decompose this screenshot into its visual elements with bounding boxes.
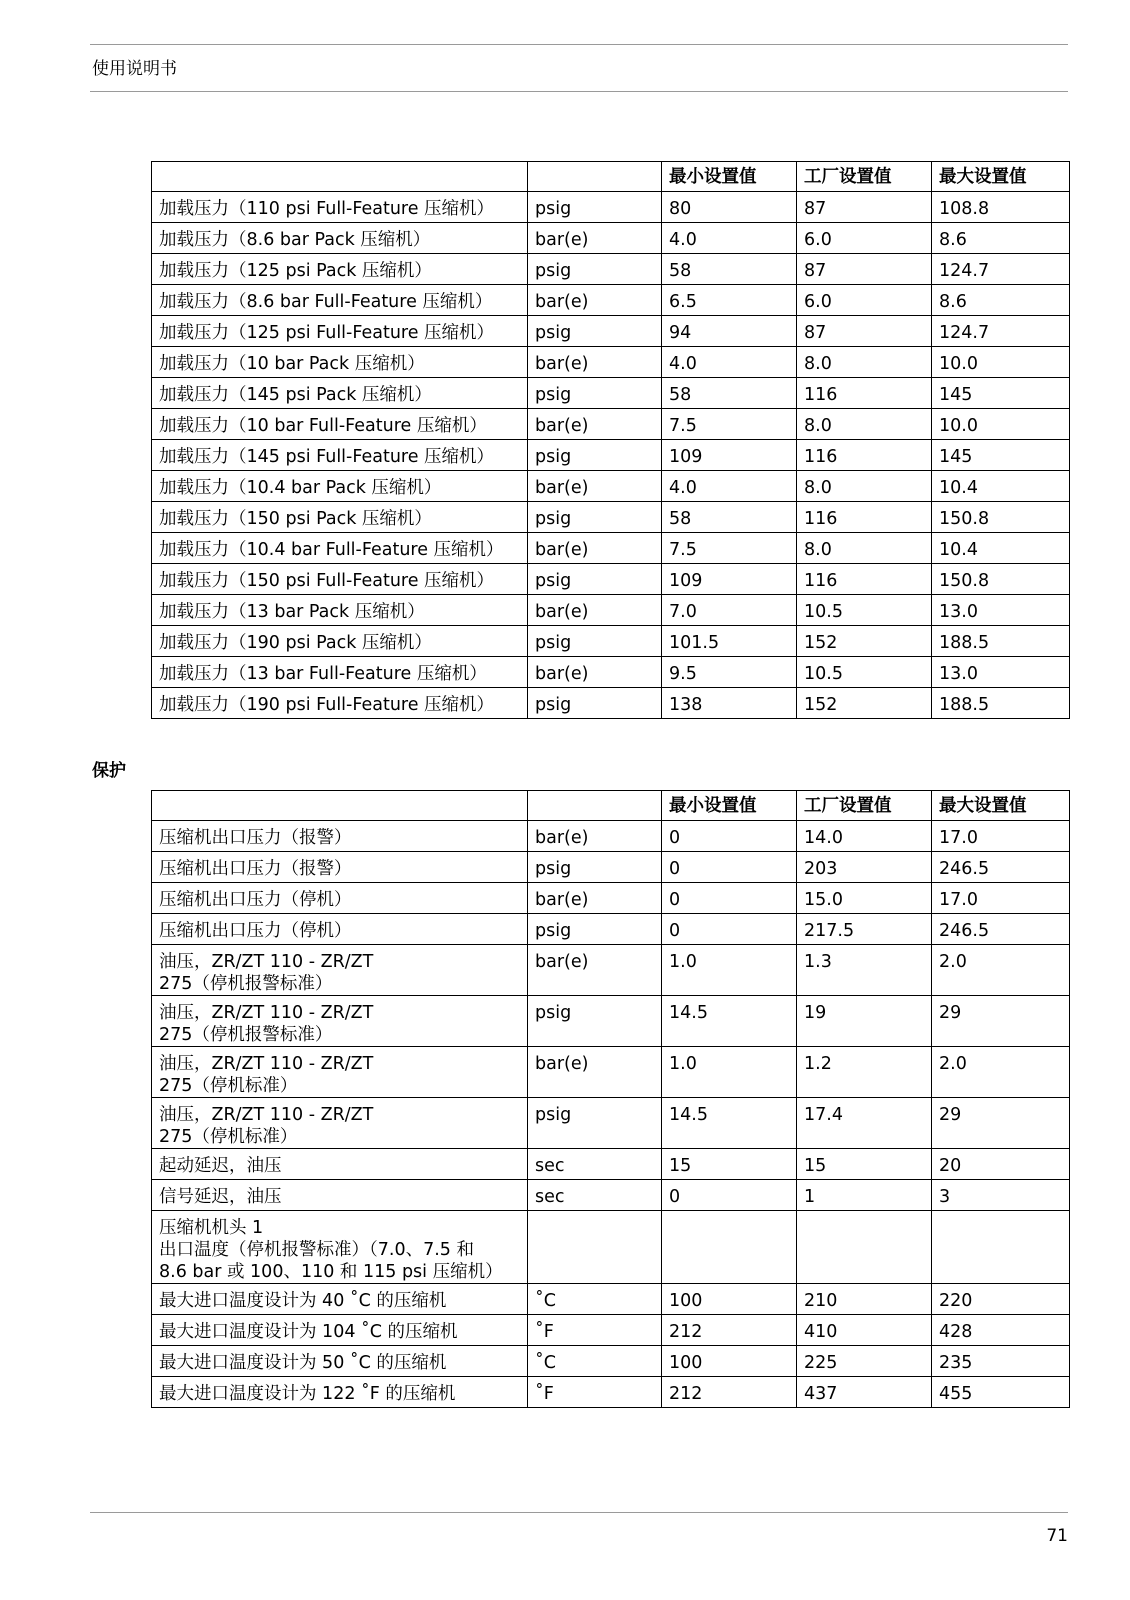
cell-unit: psig	[528, 192, 662, 223]
cell-factory: 225	[797, 1346, 932, 1377]
cell-unit: psig	[528, 688, 662, 719]
table-row	[152, 1098, 1070, 1149]
cell-factory: 6.0	[797, 285, 932, 316]
cell-unit: psig	[528, 852, 662, 883]
cell-description: 加载压力（10.4 bar Full-Feature 压缩机）	[152, 533, 528, 564]
cell-min: 58	[662, 378, 797, 409]
cell-max: 3	[932, 1180, 1070, 1211]
protection-table	[151, 790, 1070, 1408]
cell-max: 13.0	[932, 657, 1070, 688]
cell-factory: 210	[797, 1284, 932, 1315]
manual-title: 使用说明书	[92, 59, 177, 79]
cell-max: 10.4	[932, 471, 1070, 502]
cell-unit: bar(e)	[528, 821, 662, 852]
cell-factory: 152	[797, 626, 932, 657]
cell-min: 100	[662, 1284, 797, 1315]
footer-rule	[90, 1512, 1068, 1513]
cell-max: 246.5	[932, 914, 1070, 945]
cell-factory: 217.5	[797, 914, 932, 945]
cell-min: 7.5	[662, 533, 797, 564]
cell-factory	[797, 1211, 932, 1284]
cell-min: 94	[662, 316, 797, 347]
header-rule-bottom	[90, 91, 1068, 92]
cell-description: 加载压力（8.6 bar Pack 压缩机）	[152, 223, 528, 254]
page-number: 71	[1046, 1526, 1068, 1546]
cell-max: 108.8	[932, 192, 1070, 223]
table-row	[152, 285, 1070, 316]
cell-min: 14.5	[662, 996, 797, 1047]
cell-description: 加载压力（8.6 bar Full-Feature 压缩机）	[152, 285, 528, 316]
cell-unit: ˚F	[528, 1315, 662, 1346]
cell-max: 17.0	[932, 821, 1070, 852]
cell-factory: 10.5	[797, 657, 932, 688]
cell-factory: 116	[797, 564, 932, 595]
load-pressure-table	[151, 161, 1070, 719]
cell-description: 最大进口温度设计为 40 ˚C 的压缩机	[152, 1284, 528, 1315]
cell-min: 100	[662, 1346, 797, 1377]
table-row	[152, 440, 1070, 471]
cell-description: 压缩机机头 1 出口温度（停机报警标准）（7.0、7.5 和 8.6 bar 或 100、110 和 115 psi 压缩机）	[152, 1211, 528, 1284]
cell-description: 油压，ZR/ZT 110 - ZR/ZT 275（停机报警标准）	[152, 996, 528, 1047]
header-cell-unit	[528, 162, 662, 192]
cell-unit: psig	[528, 626, 662, 657]
cell-min: 1.0	[662, 1047, 797, 1098]
table-row	[152, 1284, 1070, 1315]
table-row	[152, 378, 1070, 409]
header-cell-factory: 工厂设置值	[797, 791, 932, 821]
cell-min: 7.0	[662, 595, 797, 626]
cell-unit: psig	[528, 564, 662, 595]
cell-description: 加载压力（145 psi Pack 压缩机）	[152, 378, 528, 409]
table-row	[152, 821, 1070, 852]
cell-min: 212	[662, 1315, 797, 1346]
cell-min: 80	[662, 192, 797, 223]
table-row	[152, 1149, 1070, 1180]
cell-unit: bar(e)	[528, 347, 662, 378]
cell-max: 8.6	[932, 223, 1070, 254]
protection-table-body	[152, 821, 1070, 1408]
cell-factory: 14.0	[797, 821, 932, 852]
cell-description: 加载压力（13 bar Full-Feature 压缩机）	[152, 657, 528, 688]
table-row	[152, 1047, 1070, 1098]
header-cell-min: 最小设置值	[662, 162, 797, 192]
table-row	[152, 564, 1070, 595]
cell-description: 信号延迟，油压	[152, 1180, 528, 1211]
cell-min: 109	[662, 564, 797, 595]
table-row	[152, 1377, 1070, 1408]
cell-factory: 15	[797, 1149, 932, 1180]
cell-factory: 8.0	[797, 409, 932, 440]
cell-min: 138	[662, 688, 797, 719]
cell-max: 29	[932, 1098, 1070, 1149]
cell-min: 0	[662, 1180, 797, 1211]
cell-max: 220	[932, 1284, 1070, 1315]
cell-unit: sec	[528, 1149, 662, 1180]
cell-max: 455	[932, 1377, 1070, 1408]
cell-max: 8.6	[932, 285, 1070, 316]
cell-min: 58	[662, 254, 797, 285]
cell-description: 压缩机出口压力（报警）	[152, 821, 528, 852]
cell-min	[662, 1211, 797, 1284]
table-row	[152, 996, 1070, 1047]
cell-unit: bar(e)	[528, 471, 662, 502]
cell-unit: sec	[528, 1180, 662, 1211]
cell-unit: bar(e)	[528, 595, 662, 626]
cell-description: 加载压力（150 psi Full-Feature 压缩机）	[152, 564, 528, 595]
table-row	[152, 254, 1070, 285]
cell-description: 起动延迟，油压	[152, 1149, 528, 1180]
table-row	[152, 595, 1070, 626]
cell-max: 428	[932, 1315, 1070, 1346]
cell-min: 0	[662, 914, 797, 945]
cell-unit: bar(e)	[528, 223, 662, 254]
cell-description: 压缩机出口压力（停机）	[152, 883, 528, 914]
cell-description: 加载压力（13 bar Pack 压缩机）	[152, 595, 528, 626]
cell-factory: 15.0	[797, 883, 932, 914]
cell-max: 150.8	[932, 564, 1070, 595]
cell-factory: 152	[797, 688, 932, 719]
cell-description: 加载压力（150 psi Pack 压缩机）	[152, 502, 528, 533]
cell-factory: 8.0	[797, 471, 932, 502]
cell-factory: 1.2	[797, 1047, 932, 1098]
table-row	[152, 1315, 1070, 1346]
cell-unit: psig	[528, 914, 662, 945]
cell-description: 加载压力（10.4 bar Pack 压缩机）	[152, 471, 528, 502]
cell-factory: 1	[797, 1180, 932, 1211]
cell-min: 101.5	[662, 626, 797, 657]
cell-unit: bar(e)	[528, 657, 662, 688]
table-row	[152, 657, 1070, 688]
header-cell-description	[152, 162, 528, 192]
table-row	[152, 502, 1070, 533]
cell-min: 0	[662, 852, 797, 883]
cell-max: 235	[932, 1346, 1070, 1377]
cell-unit: bar(e)	[528, 533, 662, 564]
cell-factory: 87	[797, 316, 932, 347]
cell-factory: 8.0	[797, 347, 932, 378]
cell-description: 加载压力（125 psi Pack 压缩机）	[152, 254, 528, 285]
cell-factory: 203	[797, 852, 932, 883]
cell-max: 150.8	[932, 502, 1070, 533]
table-row	[152, 883, 1070, 914]
cell-factory: 10.5	[797, 595, 932, 626]
cell-description: 加载压力（10 bar Full-Feature 压缩机）	[152, 409, 528, 440]
cell-max: 145	[932, 440, 1070, 471]
table-row	[152, 347, 1070, 378]
cell-min: 109	[662, 440, 797, 471]
load-table-body	[152, 192, 1070, 719]
cell-unit: bar(e)	[528, 945, 662, 996]
cell-description: 加载压力（110 psi Full-Feature 压缩机）	[152, 192, 528, 223]
cell-max: 17.0	[932, 883, 1070, 914]
cell-max: 2.0	[932, 945, 1070, 996]
cell-description: 加载压力（190 psi Full-Feature 压缩机）	[152, 688, 528, 719]
cell-max: 145	[932, 378, 1070, 409]
cell-factory: 116	[797, 378, 932, 409]
cell-min: 1.0	[662, 945, 797, 996]
cell-unit: bar(e)	[528, 1047, 662, 1098]
table-row	[152, 316, 1070, 347]
cell-factory: 1.3	[797, 945, 932, 996]
table-row	[152, 852, 1070, 883]
cell-max: 29	[932, 996, 1070, 1047]
section-title-protection: 保护	[92, 761, 126, 781]
cell-unit: psig	[528, 254, 662, 285]
cell-description: 加载压力（125 psi Full-Feature 压缩机）	[152, 316, 528, 347]
cell-min: 7.5	[662, 409, 797, 440]
header-cell-description	[152, 791, 528, 821]
cell-min: 212	[662, 1377, 797, 1408]
table-header-row	[152, 791, 1070, 821]
header-cell-factory: 工厂设置值	[797, 162, 932, 192]
cell-min: 0	[662, 821, 797, 852]
cell-unit: psig	[528, 378, 662, 409]
table-header-row	[152, 162, 1070, 192]
table-row	[152, 409, 1070, 440]
cell-description: 加载压力（145 psi Full-Feature 压缩机）	[152, 440, 528, 471]
table-row	[152, 626, 1070, 657]
table-row	[152, 471, 1070, 502]
cell-description: 最大进口温度设计为 104 ˚C 的压缩机	[152, 1315, 528, 1346]
table-row	[152, 1346, 1070, 1377]
cell-description: 压缩机出口压力（报警）	[152, 852, 528, 883]
cell-description: 最大进口温度设计为 50 ˚C 的压缩机	[152, 1346, 528, 1377]
cell-factory: 116	[797, 440, 932, 471]
cell-min: 9.5	[662, 657, 797, 688]
cell-description: 油压，ZR/ZT 110 - ZR/ZT 275（停机标准）	[152, 1098, 528, 1149]
cell-min: 58	[662, 502, 797, 533]
cell-max: 2.0	[932, 1047, 1070, 1098]
table-row	[152, 223, 1070, 254]
cell-unit: psig	[528, 1098, 662, 1149]
header-rule-top	[90, 44, 1068, 45]
cell-description: 压缩机出口压力（停机）	[152, 914, 528, 945]
cell-max: 124.7	[932, 254, 1070, 285]
cell-factory: 87	[797, 192, 932, 223]
cell-max: 10.0	[932, 347, 1070, 378]
header-cell-max: 最大设置值	[932, 162, 1070, 192]
cell-factory: 116	[797, 502, 932, 533]
cell-factory: 17.4	[797, 1098, 932, 1149]
cell-unit: ˚C	[528, 1346, 662, 1377]
cell-min: 4.0	[662, 471, 797, 502]
cell-unit	[528, 1211, 662, 1284]
cell-min: 14.5	[662, 1098, 797, 1149]
header-cell-unit	[528, 791, 662, 821]
cell-factory: 6.0	[797, 223, 932, 254]
cell-max: 188.5	[932, 688, 1070, 719]
cell-description: 最大进口温度设计为 122 ˚F 的压缩机	[152, 1377, 528, 1408]
table-row	[152, 1211, 1070, 1284]
table-row	[152, 945, 1070, 996]
cell-factory: 87	[797, 254, 932, 285]
cell-description: 加载压力（10 bar Pack 压缩机）	[152, 347, 528, 378]
cell-description: 油压，ZR/ZT 110 - ZR/ZT 275（停机标准）	[152, 1047, 528, 1098]
cell-max: 13.0	[932, 595, 1070, 626]
cell-min: 6.5	[662, 285, 797, 316]
cell-factory: 8.0	[797, 533, 932, 564]
cell-max: 124.7	[932, 316, 1070, 347]
cell-description: 加载压力（190 psi Pack 压缩机）	[152, 626, 528, 657]
cell-factory: 19	[797, 996, 932, 1047]
cell-min: 15	[662, 1149, 797, 1180]
cell-factory: 410	[797, 1315, 932, 1346]
cell-unit: bar(e)	[528, 285, 662, 316]
cell-max: 20	[932, 1149, 1070, 1180]
cell-description: 油压，ZR/ZT 110 - ZR/ZT 275（停机报警标准）	[152, 945, 528, 996]
header-cell-min: 最小设置值	[662, 791, 797, 821]
table-row	[152, 914, 1070, 945]
cell-unit: psig	[528, 996, 662, 1047]
table-row	[152, 1180, 1070, 1211]
cell-min: 4.0	[662, 223, 797, 254]
cell-unit: psig	[528, 440, 662, 471]
table-row	[152, 533, 1070, 564]
cell-max: 246.5	[932, 852, 1070, 883]
cell-max: 188.5	[932, 626, 1070, 657]
table-row	[152, 688, 1070, 719]
cell-unit: ˚C	[528, 1284, 662, 1315]
cell-max: 10.0	[932, 409, 1070, 440]
cell-unit: ˚F	[528, 1377, 662, 1408]
cell-unit: bar(e)	[528, 409, 662, 440]
table-row	[152, 192, 1070, 223]
header-cell-max: 最大设置值	[932, 791, 1070, 821]
cell-max	[932, 1211, 1070, 1284]
cell-unit: psig	[528, 502, 662, 533]
cell-max: 10.4	[932, 533, 1070, 564]
cell-unit: psig	[528, 316, 662, 347]
cell-min: 4.0	[662, 347, 797, 378]
cell-factory: 437	[797, 1377, 932, 1408]
cell-unit: bar(e)	[528, 883, 662, 914]
cell-min: 0	[662, 883, 797, 914]
